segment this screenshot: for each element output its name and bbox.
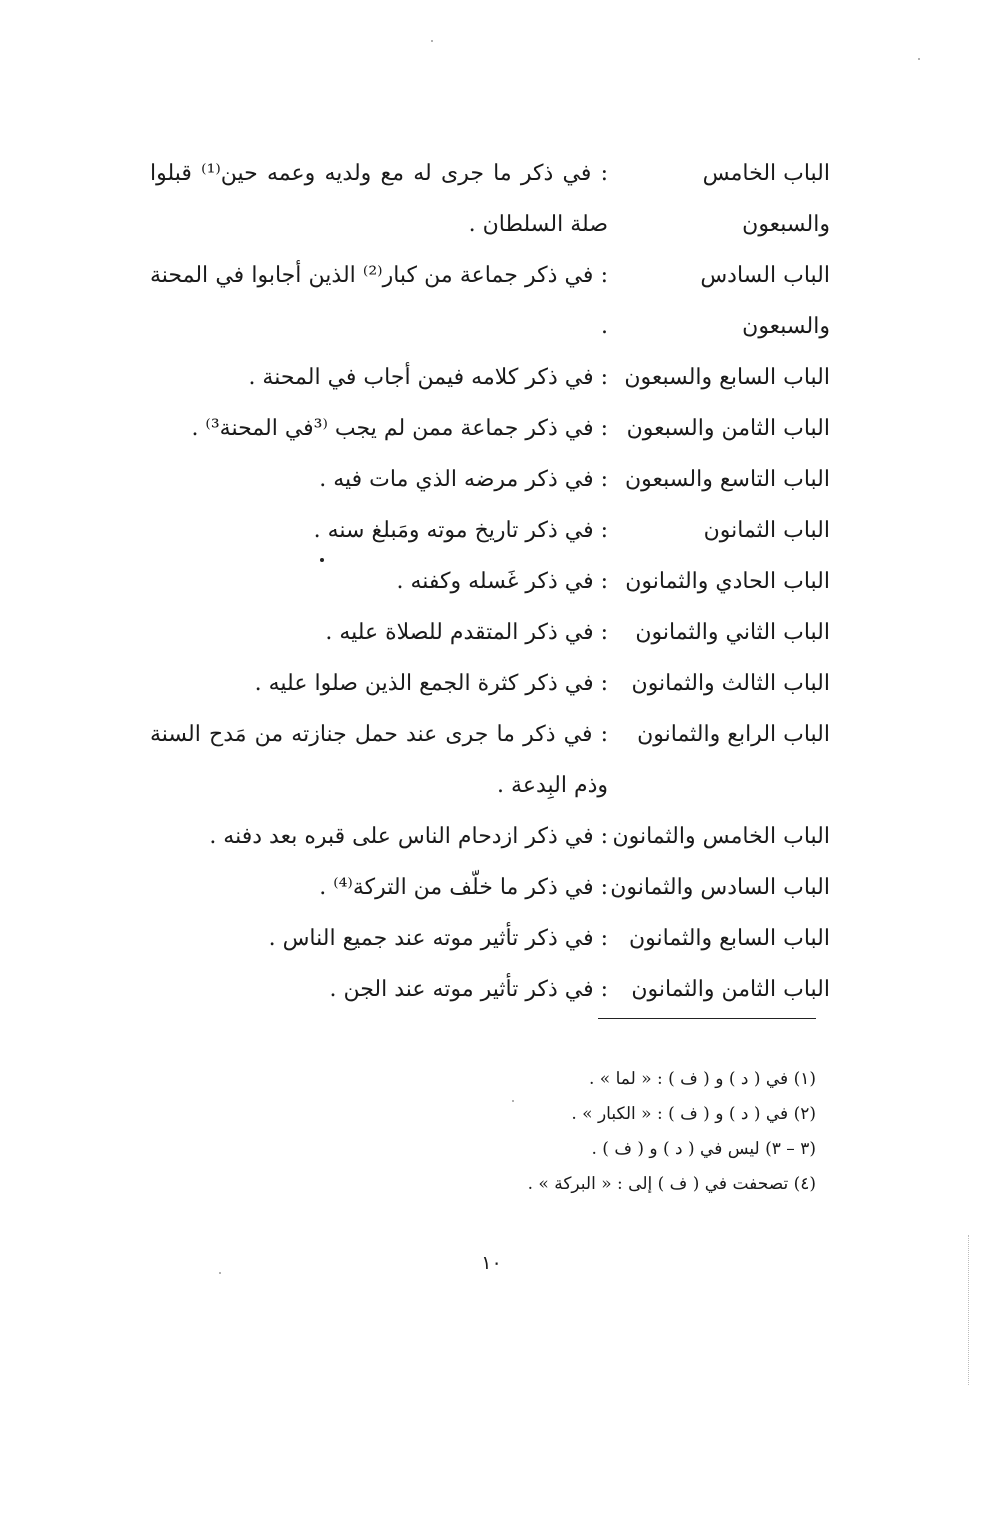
scan-speck <box>431 40 433 42</box>
chapter-description: : في ذكر كلامه فيمن أجاب في المحنة . <box>248 365 608 390</box>
footnote: (١) في ( د ) و ( ف ) : « لما » . <box>588 1069 816 1089</box>
scan-speck <box>320 558 324 562</box>
toc-entry <box>150 811 830 862</box>
chapter-description: : في ذكر جماعة من كبار⁽²⁾ الذين أجابوا في المحنة . <box>150 263 608 339</box>
chapter-title: الباب السادس والسبعون <box>700 263 830 339</box>
toc-entry <box>150 454 830 505</box>
chapter-title: الباب السابع والثمانون <box>629 926 830 951</box>
chapter-description: : في ذكر تاريخ موته ومَبلغ سنه . <box>313 518 608 543</box>
toc-entry <box>150 913 830 964</box>
chapter-title: الباب الخامس والثمانون <box>612 824 830 849</box>
chapter-title: الباب السادس والثمانون <box>610 875 830 900</box>
chapter-description: : في ذكر ما جرى له مع ولديه وعمه حين⁽¹⁾ قبلوا صلة السلطان . <box>150 161 609 237</box>
toc-entry <box>150 352 830 403</box>
footnotes <box>316 1062 816 1202</box>
footnote: (٢) في ( د ) و ( ف ) : « الكبار » . <box>571 1104 816 1124</box>
chapter-description: : في ذكر تأثير موته عند جميع الناس . <box>268 926 608 951</box>
chapter-description: : في ذكر تأثير موته عند الجن . <box>329 977 608 1002</box>
toc-entry <box>150 964 830 1015</box>
chapter-description: : في ذكر المتقدم للصلاة عليه . <box>325 620 608 645</box>
chapter-title: الباب الثمانون <box>703 518 830 543</box>
footnote-separator <box>598 1018 816 1019</box>
scan-speck <box>219 1272 221 1274</box>
chapter-title: الباب الرابع والثمانون <box>637 722 830 747</box>
scan-edge <box>968 1235 969 1385</box>
footnote: (٤) تصحفت في ( ف ) إلى : « البركة » . <box>527 1174 816 1194</box>
scan-speck <box>918 58 920 60</box>
chapter-description: : في ذكر ما خلّف من التركة⁽⁴⁾ . <box>319 875 608 900</box>
toc-entry <box>150 250 830 352</box>
toc-entry <box>150 709 830 811</box>
chapter-title: الباب السابع والسبعون <box>624 365 830 390</box>
toc-entry <box>150 403 830 454</box>
page-number: ١٠ <box>481 1252 502 1274</box>
toc-entry <box>150 658 830 709</box>
footnote: (٣ – ٣) ليس في ( د ) و ( ف ) . <box>591 1139 816 1159</box>
table-of-contents <box>150 148 830 1015</box>
toc-entry <box>150 862 830 913</box>
chapter-title: الباب الحادي والثمانون <box>625 569 830 594</box>
chapter-title: الباب الثامن والسبعون <box>626 416 830 441</box>
chapter-description: : في ذكر غَسله وكفنه . <box>396 569 608 594</box>
chapter-description: : في ذكر ازدحام الناس على قبره بعد دفنه . <box>209 824 608 849</box>
toc-entry <box>150 505 830 556</box>
chapter-description: : في ذكر مرضه الذي مات فيه . <box>319 467 608 492</box>
toc-entry <box>150 148 830 250</box>
chapter-title: الباب الثالث والثمانون <box>631 671 830 696</box>
toc-entry <box>150 607 830 658</box>
chapter-description: : في ذكر كثرة الجمع الذين صلوا عليه . <box>254 671 608 696</box>
scan-speck <box>512 1100 514 1102</box>
chapter-title: الباب الثاني والثمانون <box>635 620 830 645</box>
chapter-description: : في ذكر جماعة ممن لم يجب ⁽³في المحنة³⁾ . <box>191 416 608 441</box>
toc-entry <box>150 556 830 607</box>
chapter-title: الباب الثامن والثمانون <box>631 977 830 1002</box>
chapter-description: : في ذكر ما جرى عند حمل جنازته من مَدح السنة وذم البِدعة . <box>150 722 608 798</box>
chapter-title: الباب التاسع والسبعون <box>625 467 830 492</box>
chapter-title: الباب الخامس والسبعون <box>702 161 830 237</box>
